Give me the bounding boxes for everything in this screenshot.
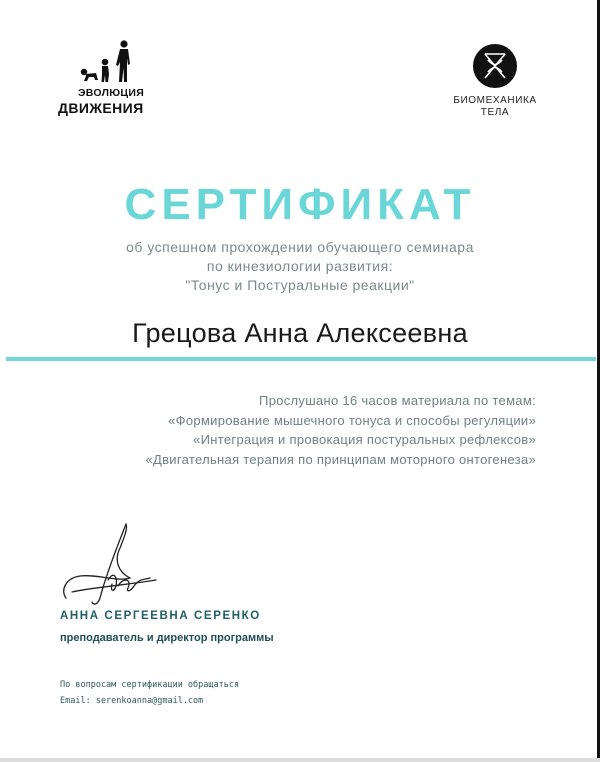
recipient-name: Грецова Анна Алексеевна xyxy=(132,318,468,348)
subtitle-line: "Тонус и Постуральные реакции" xyxy=(185,277,415,293)
topics-intro: Прослушано 16 часов материала по темам: xyxy=(259,393,536,408)
certificate-subtitle xyxy=(0,238,600,295)
page-edge-bottom xyxy=(0,758,600,762)
logo-left-line2: ДВИЖЕНИЯ xyxy=(58,100,144,116)
logo-right-line2: ТЕЛА xyxy=(480,107,510,118)
logo-left-line1: ЭВОЛЮЦИЯ xyxy=(78,87,145,99)
topics-list xyxy=(16,391,536,469)
evolution-logo xyxy=(58,40,168,120)
biomechanics-emblem-icon xyxy=(472,43,518,89)
contact-email[interactable]: Email: serenkoanna@gmail.com xyxy=(60,696,204,706)
certificate-title: СЕРТИФИКАТ xyxy=(124,180,476,229)
divider xyxy=(6,357,596,361)
subtitle-line: по кинезиологии развития: xyxy=(206,258,394,274)
subtitle-line: об успешном прохождении обучающего семинара xyxy=(126,239,474,255)
signature xyxy=(58,520,178,615)
signer-role: преподаватель и директор программы xyxy=(60,632,274,644)
biomechanics-logo xyxy=(445,40,545,125)
logo-right-line1: БИОМЕХАНИКА xyxy=(453,95,537,106)
contact-info xyxy=(60,677,239,709)
contact-note: По вопросам сертификации обращаться xyxy=(60,680,240,690)
topic-item: «Интеграция и провокация постуральных рефлексов» xyxy=(193,432,536,447)
topic-item: «Формирование мышечного тонуса и способы регуляции» xyxy=(168,412,536,428)
signer-name: АННА СЕРГЕЕВНА СЕРЕНКО xyxy=(60,610,261,622)
topic-item: «Двигательная терапия по принципам моторного онтогенеза» xyxy=(145,451,536,467)
evolution-figures-icon xyxy=(78,40,138,84)
